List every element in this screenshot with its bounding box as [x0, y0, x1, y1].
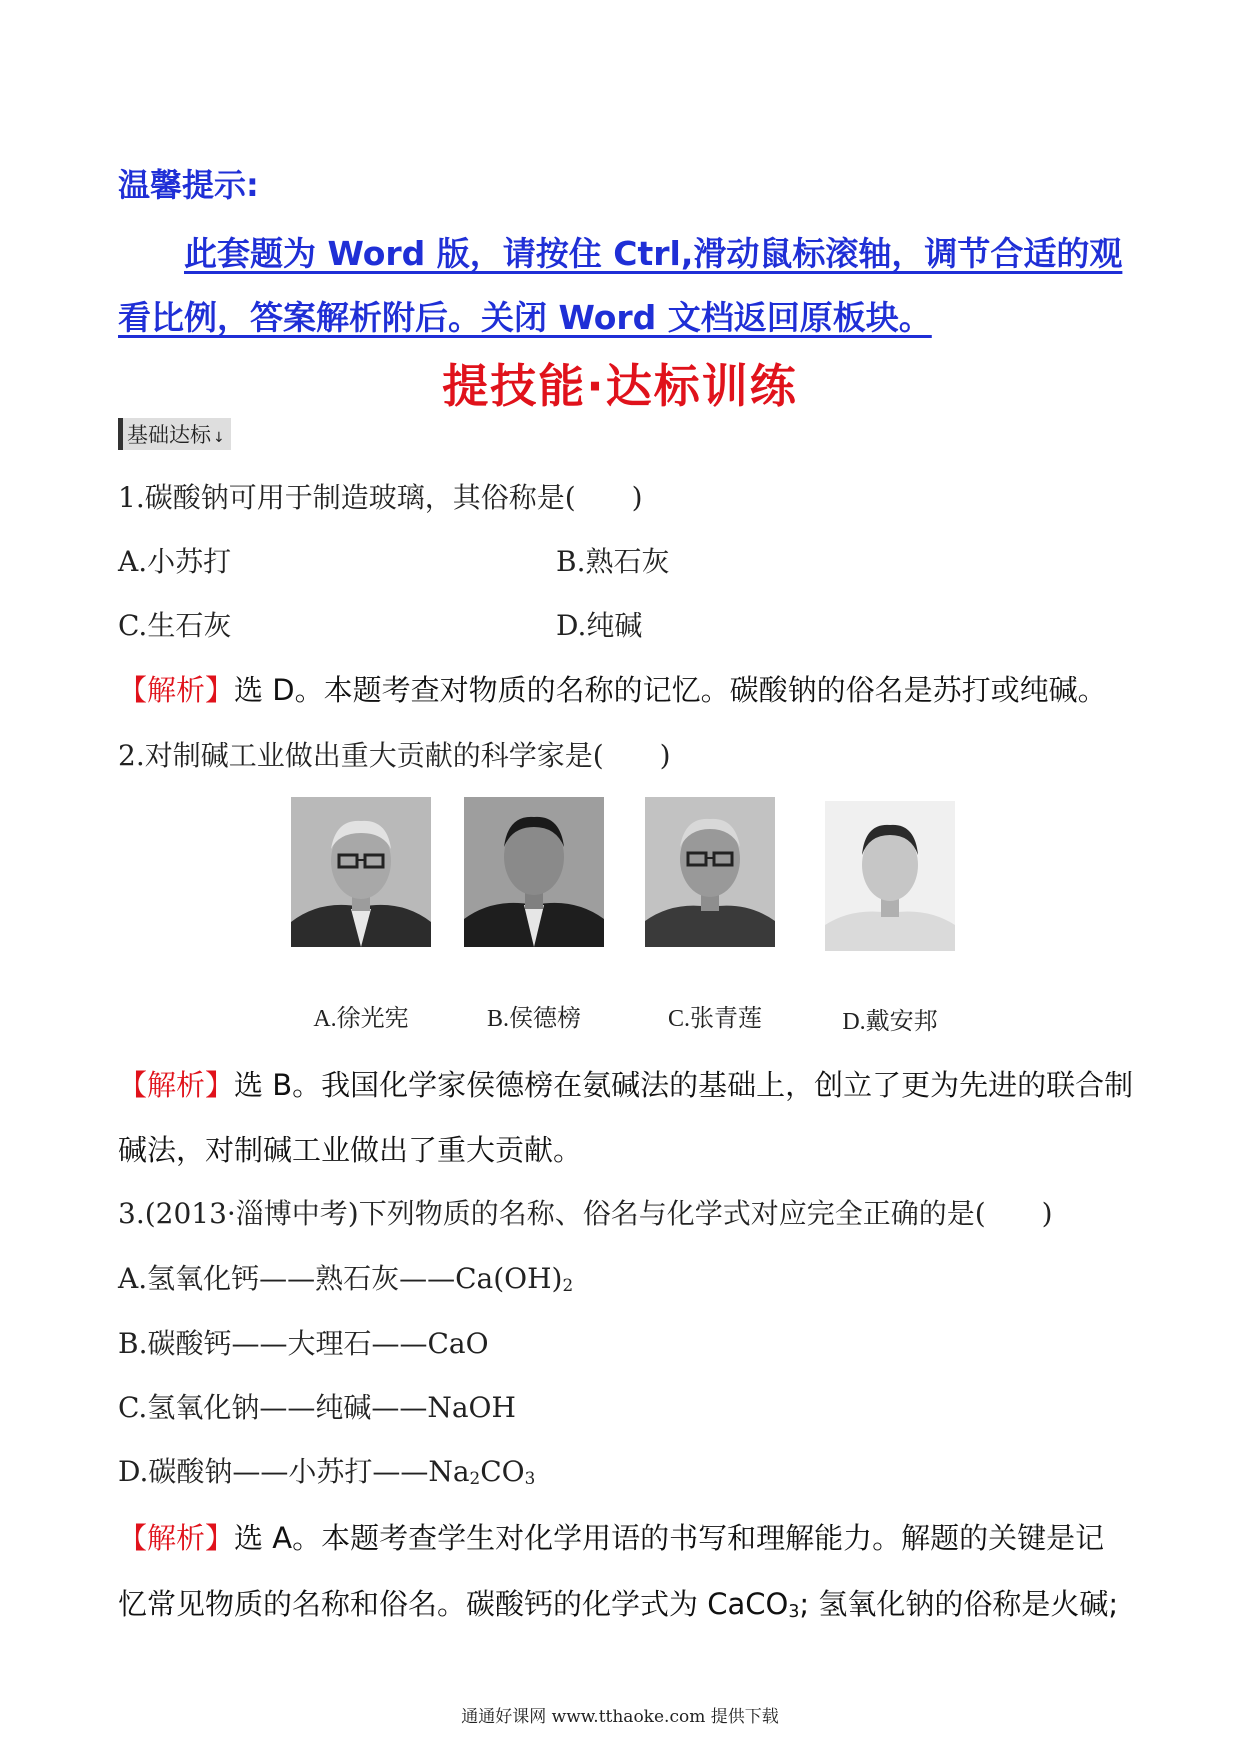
- q3-stem: 3.(2013·淄博中考)下列物质的名称、俗名与化学式对应完全正确的是( ): [118, 1197, 1053, 1230]
- portrait-icon: [291, 797, 431, 947]
- analysis-tag: 【解析】: [118, 673, 235, 707]
- q2-analysis-text-2: 碱法，对制碱工业做出了重大贡献。: [118, 1133, 583, 1167]
- q3-analysis-pre: 忆常见物质的名称和俗名。碳酸钙的化学式为 CaCO: [118, 1587, 789, 1621]
- q1-option-a: A.小苏打: [118, 545, 232, 578]
- subscript: 3: [524, 1468, 536, 1488]
- section-tag: [118, 418, 231, 450]
- analysis-tag: 【解析】: [118, 1068, 235, 1102]
- photo-caption: C.张青莲: [667, 1006, 762, 1032]
- q3-option-d: [118, 1450, 535, 1490]
- portrait-icon: [825, 801, 965, 951]
- q3-option-d-text: D.碳酸钠——小苏打——Na: [118, 1455, 470, 1488]
- q2-stem: 2.对制碱工业做出重大贡献的科学家是( ): [118, 739, 671, 772]
- q2-analysis: [118, 1063, 1133, 1104]
- tip-title: 温馨提示:: [118, 166, 259, 204]
- photo-caption: A.徐光宪: [313, 1006, 409, 1032]
- q2-analysis-text-1: 选 B。我国化学家侯德榜在氨碱法的基础上，创立了更为先进的联合制: [234, 1068, 1134, 1102]
- q3-option-b: B.碳酸钙——大理石——CaO: [118, 1327, 489, 1360]
- q1-option-c: C.生石灰: [118, 609, 232, 642]
- subscript: 3: [788, 1602, 800, 1622]
- page-footer: 通通好课网 www.tthaoke.com 提供下载: [461, 1707, 779, 1727]
- down-arrow-icon: ↓: [213, 430, 225, 446]
- q3-analysis-text-1: 选 A。本题考查学生对化学用语的书写和理解能力。解题的关键是记: [234, 1521, 1105, 1555]
- page-heading: 提技能·达标训练: [442, 359, 798, 413]
- q3-analysis: [118, 1516, 1104, 1557]
- q3-option-c: C.氢氧化钠——纯碱——NaOH: [118, 1391, 516, 1424]
- q3-analysis-post: ; 氢氧化钠的俗称是火碱;: [799, 1587, 1119, 1621]
- photo-caption: B.侯德榜: [486, 1006, 581, 1032]
- q3-analysis-text-2: [118, 1582, 1118, 1623]
- q1-option-b: B.熟石灰: [556, 545, 670, 578]
- portrait-icon: [645, 797, 785, 947]
- q1-option-d: D.纯碱: [556, 609, 643, 642]
- q3-option-d-formula: CO: [480, 1455, 525, 1488]
- q1-stem: 1.碳酸钠可用于制造玻璃，其俗称是( ): [118, 481, 643, 514]
- subscript: 2: [469, 1468, 481, 1488]
- section-tag-label: 基础达标: [127, 423, 211, 447]
- q3-option-a: [118, 1257, 573, 1297]
- photo-caption: D.戴安邦: [842, 1009, 938, 1035]
- q1-analysis-text: 选 D。本题考查对物质的名称的记忆。碳酸钠的俗名是苏打或纯碱。: [234, 673, 1107, 707]
- portrait-icon: [464, 797, 604, 947]
- tip-line-1: 此套题为 Word 版，请按住 Ctrl,滑动鼠标滚轴，调节合适的观: [184, 234, 1123, 273]
- tip-line-2: 看比例，答案解析附后。关闭 Word 文档返回原板块。: [118, 298, 932, 337]
- q1-analysis: [118, 668, 1107, 709]
- q3-option-a-text: A.氢氧化钙——熟石灰——Ca(OH): [118, 1262, 563, 1295]
- analysis-tag: 【解析】: [118, 1521, 235, 1555]
- subscript: 2: [562, 1275, 574, 1295]
